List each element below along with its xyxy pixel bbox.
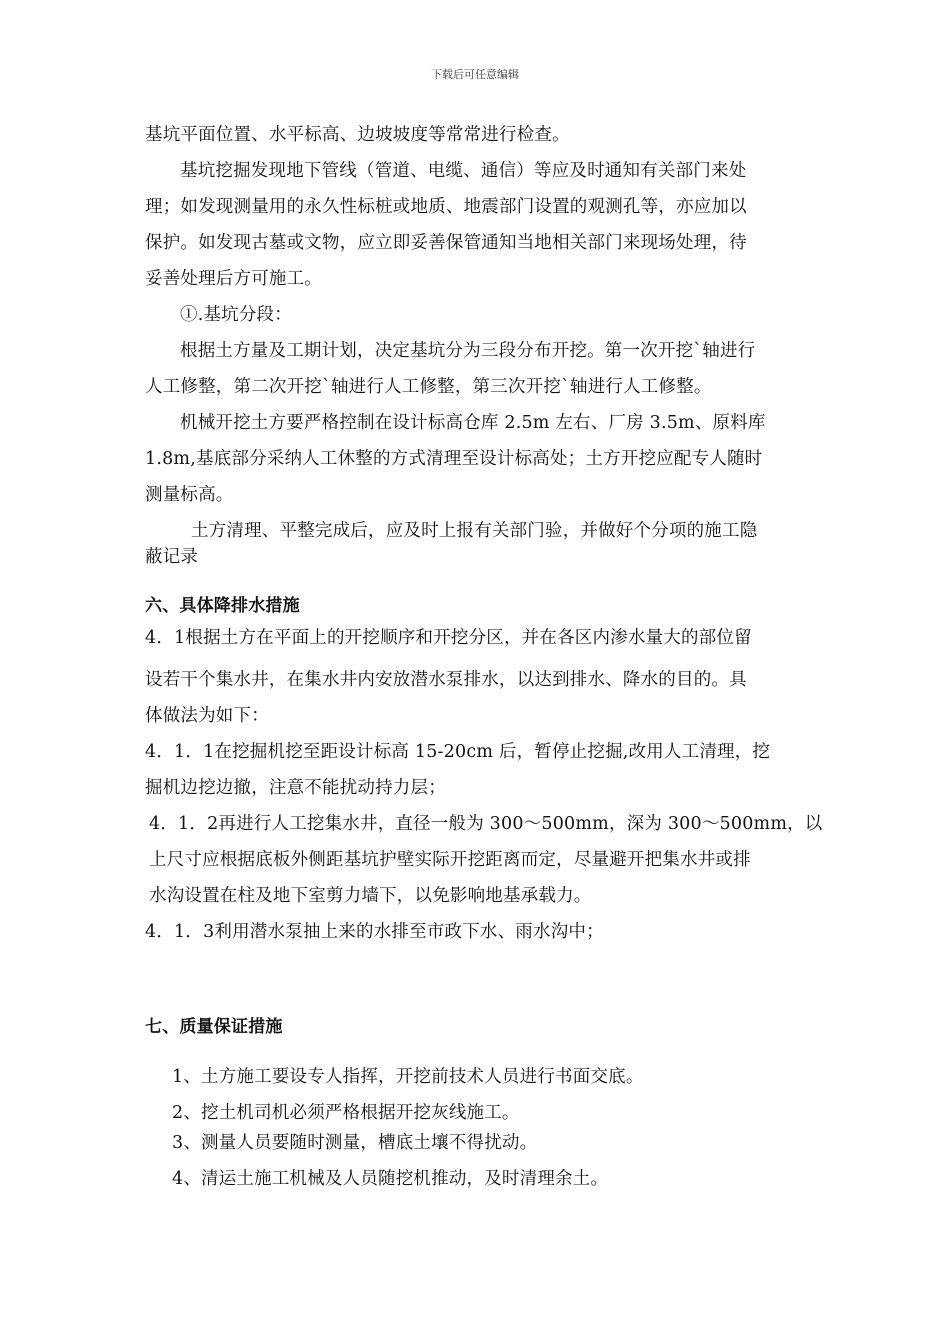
paragraph-line: ①.基坑分段： xyxy=(180,305,292,325)
paragraph-line: 机械开挖土方要严格控制在设计标高仓库 2.5m 左右、厂房 3.5m、原料库 xyxy=(180,413,766,433)
list-item: 2、挖土机司机必须严格根据开挖灰线施工。 xyxy=(172,1103,520,1123)
paragraph-line: 人工修整，第二次开挖`轴进行人工修整，第三次开挖`轴进行人工修整。 xyxy=(145,377,712,397)
paragraph-line: 体做法为如下： xyxy=(145,706,269,726)
paragraph-line: 基坑挖掘发现地下管线（管道、电缆、通信）等应及时通知有关部门来处 xyxy=(180,161,747,181)
list-item: 3、测量人员要随时测量，槽底土壤不得扰动。 xyxy=(172,1133,538,1153)
paragraph-line: 基坑平面位置、水平标高、边坡坡度等常常进行检查。 xyxy=(145,125,570,145)
paragraph-line: 4．1．3利用潜水泵抽上来的水排至市政下水、雨水沟中； xyxy=(145,922,604,942)
section-heading: 七、质量保证措施 xyxy=(145,1017,283,1037)
paragraph-line: 1.8m,基底部分采纳人工休整的方式清理至设计标高处；土方开挖应配专人随时 xyxy=(145,449,763,469)
paragraph-line: 根据土方量及工期计划，决定基坑分为三段分布开挖。第一次开挖`轴进行 xyxy=(180,341,756,361)
paragraph-line: 4．1．2再进行人工挖集水井，直径一般为 300～500mm，深为 300～500mm，以 xyxy=(149,814,823,834)
page-header: 下载后可任意编辑 xyxy=(431,68,519,81)
paragraph-line: 4．1根据土方在平面上的开挖顺序和开挖分区，并在各区内渗水量大的部位留 xyxy=(145,628,752,648)
list-item: 1、土方施工要设专人指挥，开挖前技术人员进行书面交底。 xyxy=(172,1067,644,1087)
paragraph-line: 水沟设置在柱及地下室剪力墙下，以免影响地基承载力。 xyxy=(149,886,592,906)
paragraph-line: 土方清理、平整完成后，应及时上报有关部门验，并做好个分项的施工隐 xyxy=(191,521,758,541)
paragraph-line: 妥善处理后方可施工。 xyxy=(145,269,322,289)
paragraph-line: 测量标高。 xyxy=(145,485,234,505)
paragraph-line: 4．1．1在挖掘机挖至距设计标高 15-20cm 后，暂停止挖掘,改用人工清理，挖 xyxy=(145,742,771,762)
paragraph-line: 蔽记录 xyxy=(145,547,199,567)
list-item: 4、清运土施工机械及人员随挖机推动，及时清理余土。 xyxy=(172,1169,609,1189)
paragraph-line: 上尺寸应根据底板外侧距基坑护壁实际开挖距离而定，尽量避开把集水井或排 xyxy=(149,850,751,870)
paragraph-line: 设若干个集水井，在集水井内安放潜水泵排水，以达到排水、降水的目的。具 xyxy=(145,670,747,690)
section-heading: 六、具体降排水措施 xyxy=(145,596,300,616)
paragraph-line: 理；如发现测量用的永久性标桩或地质、地震部门设置的观测孔等，亦应加以 xyxy=(145,197,747,217)
paragraph-line: 保护。如发现古墓或文物，应立即妥善保管通知当地相关部门来现场处理，待 xyxy=(145,233,747,253)
paragraph-line: 掘机边挖边撤，注意不能扰动持力层； xyxy=(145,778,446,798)
